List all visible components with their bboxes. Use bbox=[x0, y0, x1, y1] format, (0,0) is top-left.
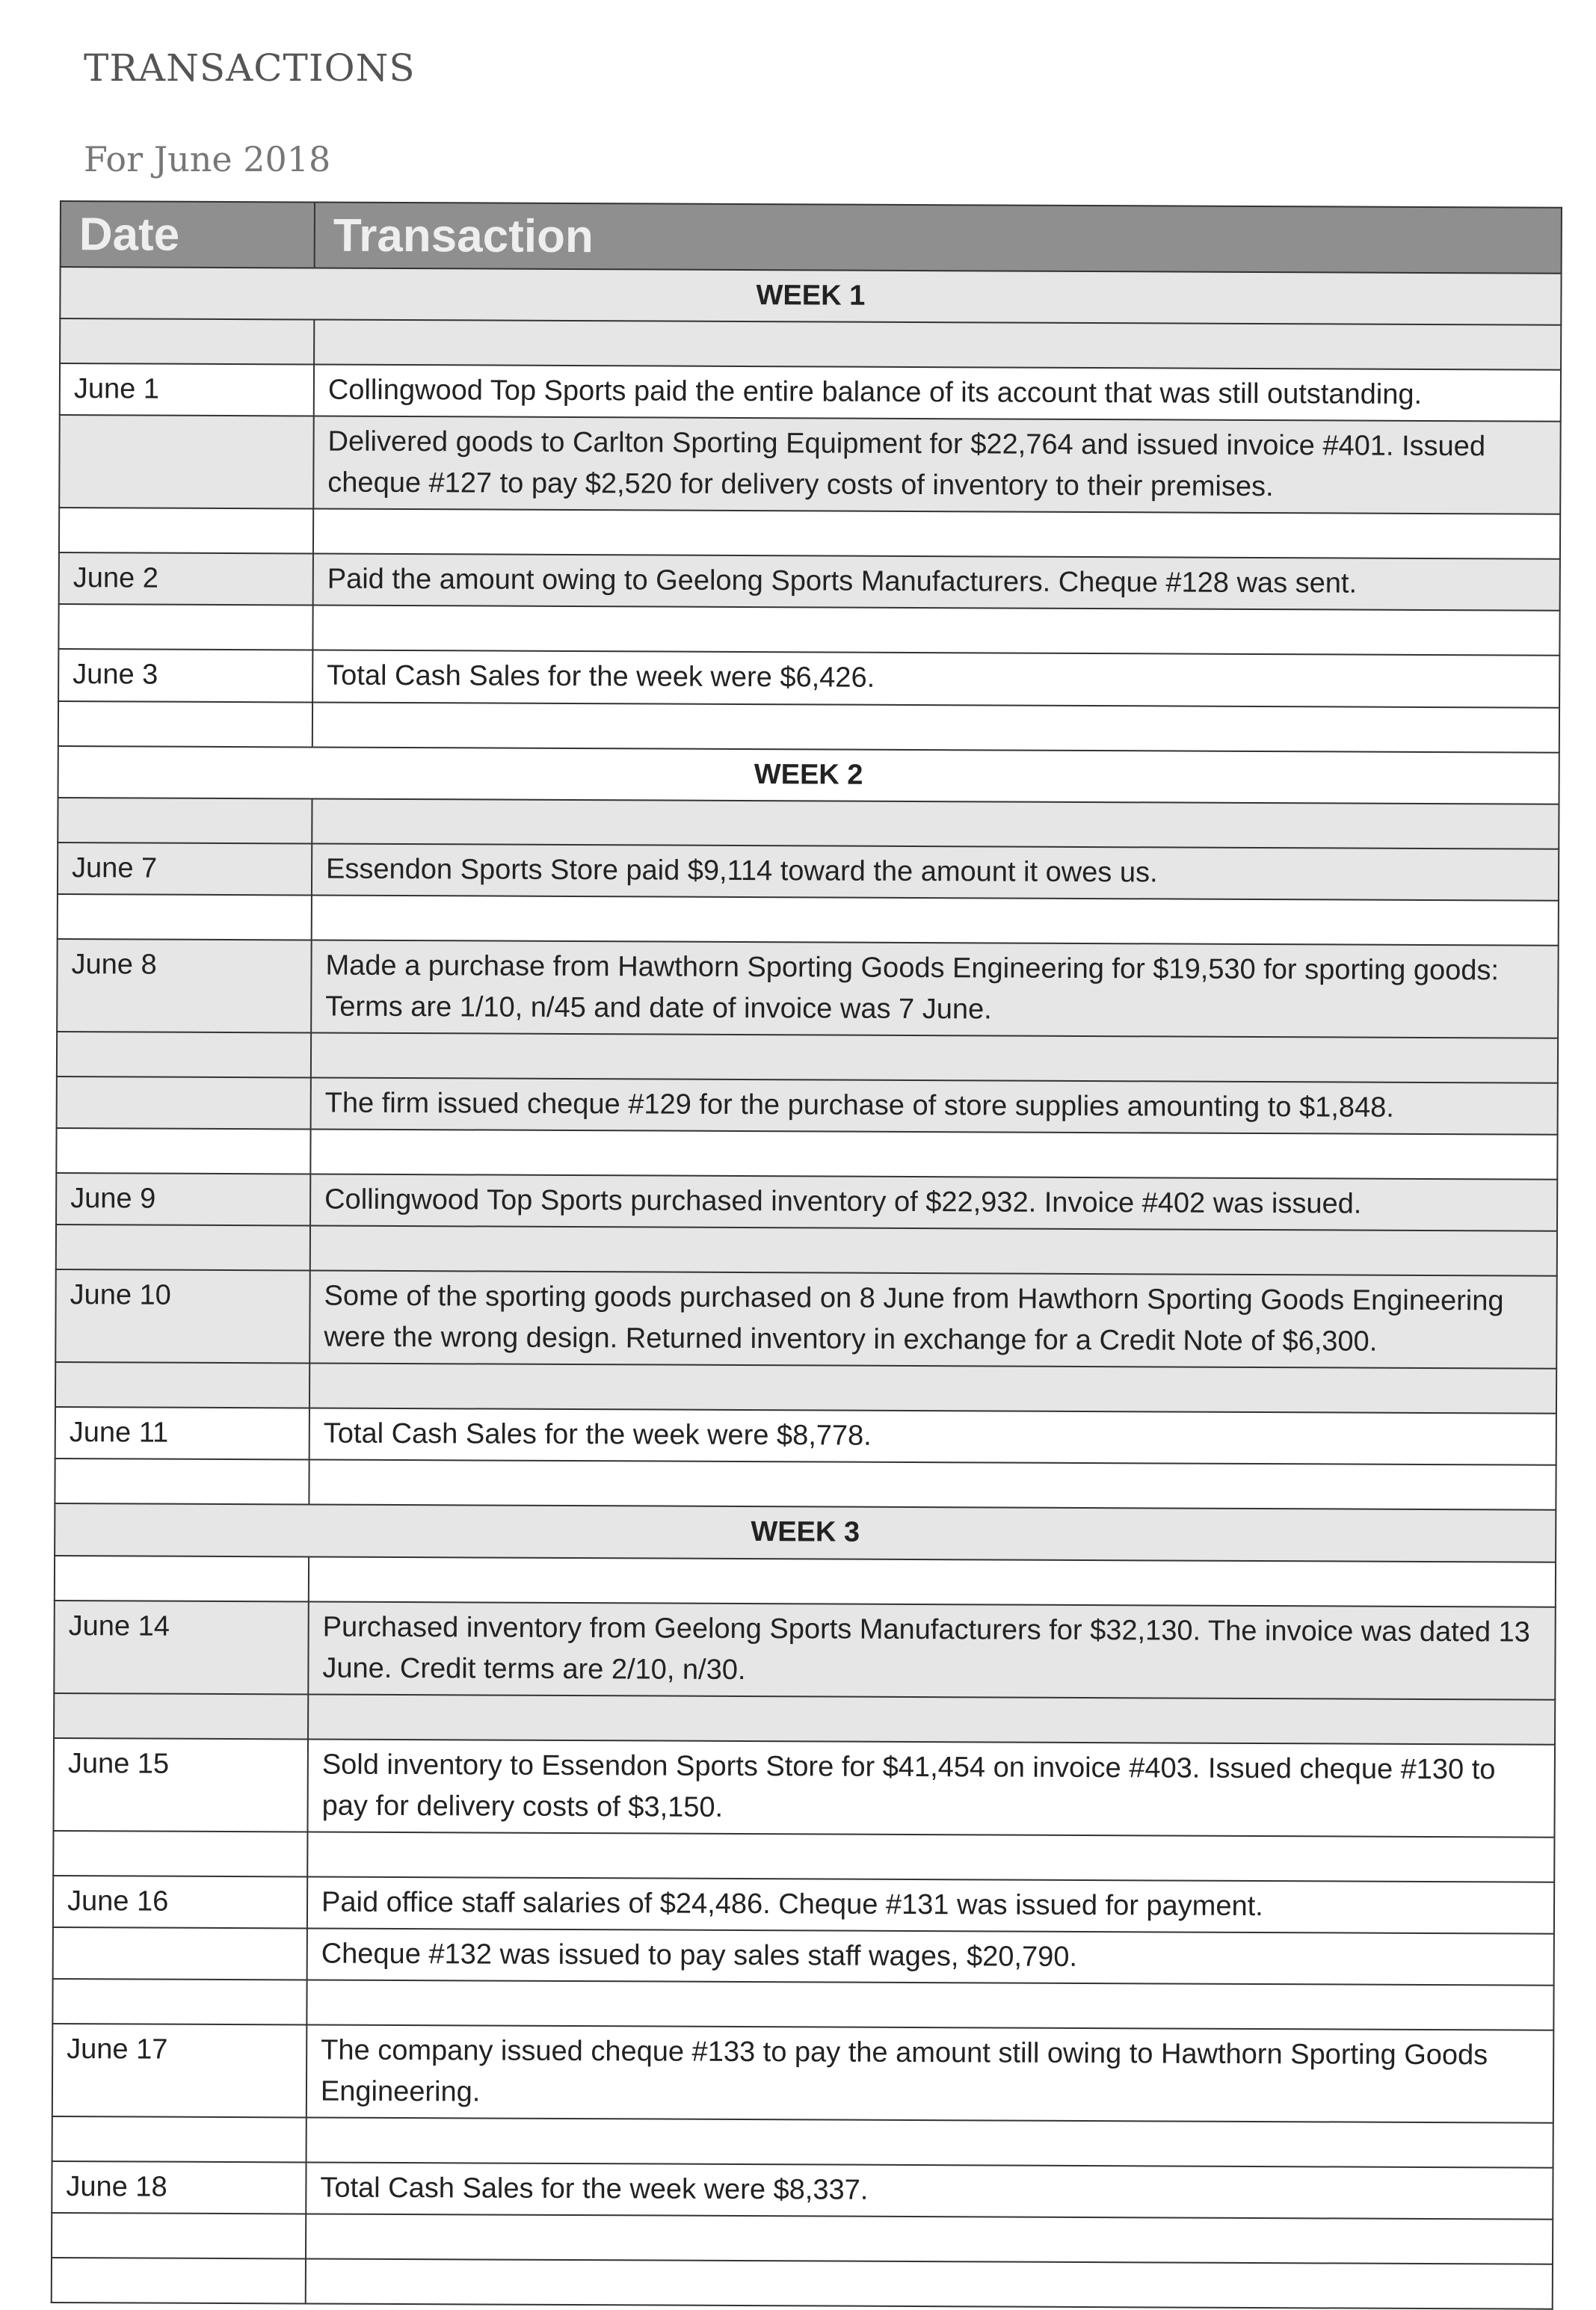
transactions-table bbox=[51, 200, 1562, 2310]
transaction-cell bbox=[313, 509, 1560, 559]
blank-row bbox=[55, 1459, 1556, 1510]
table-row bbox=[59, 415, 1561, 514]
blank-row bbox=[53, 1831, 1554, 1882]
blank-row bbox=[56, 1225, 1557, 1276]
table-body bbox=[52, 267, 1562, 2309]
transaction-cell bbox=[314, 320, 1561, 370]
date-cell bbox=[54, 1693, 308, 1739]
blank-row bbox=[58, 798, 1559, 849]
page-subtitle: For June 2018 bbox=[84, 139, 331, 179]
date-cell bbox=[52, 2213, 306, 2258]
transaction-cell bbox=[306, 2118, 1553, 2168]
table-header-row bbox=[61, 201, 1562, 274]
week-heading-row bbox=[55, 1503, 1556, 1562]
date-cell: June 2 bbox=[59, 552, 313, 606]
date-cell: June 14 bbox=[54, 1600, 309, 1694]
week-heading-row bbox=[60, 267, 1561, 325]
date-cell: June 11 bbox=[55, 1407, 309, 1460]
transaction-cell bbox=[306, 2259, 1553, 2309]
date-cell bbox=[53, 1927, 307, 1980]
table-row bbox=[53, 1927, 1554, 1986]
date-cell: June 15 bbox=[53, 1738, 308, 1832]
transaction-cell bbox=[311, 1032, 1558, 1082]
page-title: TRANSACTIONS bbox=[84, 46, 416, 90]
date-cell bbox=[55, 1459, 309, 1504]
table-row bbox=[60, 363, 1561, 422]
transaction-cell: Made a purchase from Hawthorn Sporting Goods Engineering for $19,530 for sporting goods: Terms are 1/10, n/45 and date of invoice was 7 June. bbox=[311, 940, 1559, 1038]
date-cell bbox=[52, 2258, 306, 2303]
table-row bbox=[58, 843, 1559, 901]
date-cell bbox=[57, 1032, 311, 1077]
date-cell: June 17 bbox=[52, 2024, 307, 2118]
date-cell bbox=[56, 1128, 310, 1174]
transaction-cell bbox=[309, 1364, 1556, 1414]
transaction-cell: Total Cash Sales for the week were $8,337. bbox=[306, 2163, 1553, 2220]
date-cell: June 16 bbox=[53, 1876, 307, 1929]
date-cell: June 7 bbox=[58, 843, 312, 896]
table-row bbox=[56, 1173, 1557, 1231]
date-column-header: Date bbox=[61, 201, 315, 268]
blank-row bbox=[58, 894, 1559, 946]
table-row bbox=[59, 552, 1560, 611]
table-row bbox=[57, 939, 1559, 1038]
transaction-cell: The firm issued cheque #129 for the purchase of store supplies amounting to $1,848. bbox=[311, 1077, 1558, 1134]
table-row bbox=[55, 1407, 1556, 1465]
date-cell bbox=[60, 318, 314, 364]
blank-row bbox=[60, 318, 1561, 370]
week-label: WEEK 2 bbox=[58, 746, 1559, 804]
blank-row bbox=[54, 1693, 1555, 1745]
transaction-cell: Paid the amount owing to Geelong Sports Manufacturers. Cheque #128 was sent. bbox=[313, 554, 1560, 611]
blank-row bbox=[55, 1555, 1556, 1607]
transaction-cell: Total Cash Sales for the week were $6,426. bbox=[312, 650, 1559, 707]
transaction-cell bbox=[309, 1556, 1556, 1607]
blank-row bbox=[55, 1362, 1556, 1414]
table-row bbox=[53, 1876, 1554, 1934]
table-row bbox=[52, 2161, 1553, 2220]
blank-row bbox=[59, 508, 1560, 559]
table-row bbox=[54, 1600, 1556, 1699]
blank-row bbox=[57, 1032, 1558, 1083]
table-row bbox=[57, 1077, 1558, 1135]
transaction-cell: Some of the sporting goods purchased on 8 June from Hawthorn Sporting Goods Engineering were the wrong design. Returned inventory in exchange for a Credit Note of $6,300. bbox=[309, 1271, 1557, 1369]
transaction-cell: Collingwood Top Sports paid the entire balance of its account that was still outstanding. bbox=[314, 365, 1561, 422]
transaction-cell bbox=[306, 2214, 1553, 2264]
transaction-cell: Collingwood Top Sports purchased inventory of $22,932. Invoice #402 was issued. bbox=[310, 1174, 1557, 1231]
transaction-cell bbox=[308, 1694, 1555, 1744]
table-row bbox=[58, 649, 1559, 707]
blank-row bbox=[52, 2116, 1553, 2168]
date-cell bbox=[57, 1077, 311, 1130]
date-cell: June 9 bbox=[56, 1173, 310, 1226]
transaction-cell bbox=[310, 1226, 1557, 1276]
week-heading-row bbox=[58, 746, 1559, 804]
transaction-cell: The company issued cheque #133 to pay the amount still owing to Hawthorn Sporting Goods Engineering. bbox=[306, 2025, 1554, 2123]
transaction-cell: Paid office staff salaries of $24,486. Cheque #131 was issued for payment. bbox=[307, 1876, 1554, 1933]
transaction-cell: Essendon Sports Store paid $9,114 toward the amount it owes us. bbox=[312, 843, 1559, 900]
transaction-cell bbox=[312, 798, 1559, 848]
date-cell: June 1 bbox=[60, 363, 314, 416]
transaction-cell bbox=[306, 1980, 1553, 2030]
transaction-cell bbox=[312, 895, 1559, 945]
date-cell bbox=[53, 1831, 307, 1876]
date-cell bbox=[58, 894, 312, 940]
date-cell bbox=[58, 701, 312, 747]
transaction-cell bbox=[309, 1460, 1556, 1510]
transaction-cell bbox=[312, 606, 1559, 656]
date-cell bbox=[55, 1362, 309, 1408]
date-cell bbox=[58, 798, 312, 843]
date-cell bbox=[52, 2116, 306, 2162]
blank-row bbox=[56, 1128, 1557, 1180]
date-cell bbox=[59, 415, 314, 509]
date-cell bbox=[58, 604, 312, 650]
blank-row bbox=[52, 2258, 1553, 2309]
blank-row bbox=[58, 604, 1559, 656]
blank-row bbox=[52, 2213, 1553, 2264]
transaction-cell: Total Cash Sales for the week were $8,778. bbox=[309, 1408, 1556, 1465]
table-row bbox=[52, 2024, 1554, 2123]
transaction-cell bbox=[307, 1832, 1554, 1882]
blank-row bbox=[58, 701, 1559, 753]
transaction-column-header: Transaction bbox=[315, 202, 1562, 273]
transaction-cell: Cheque #132 was issued to pay sales staff wages, $20,790. bbox=[307, 1928, 1554, 1985]
date-cell bbox=[52, 1979, 306, 2024]
date-cell: June 18 bbox=[52, 2161, 306, 2214]
date-cell: June 3 bbox=[58, 649, 312, 702]
transaction-cell bbox=[312, 702, 1559, 752]
date-cell: June 10 bbox=[55, 1269, 310, 1364]
transaction-cell: Sold inventory to Essendon Sports Store for $41,454 on invoice #403. Issued cheque #130 to pay for delivery costs of $3,150. bbox=[307, 1739, 1555, 1837]
transaction-cell bbox=[310, 1130, 1557, 1180]
date-cell bbox=[55, 1555, 309, 1601]
blank-row bbox=[52, 1979, 1553, 2030]
table-row bbox=[55, 1269, 1557, 1369]
date-cell bbox=[56, 1225, 310, 1270]
date-cell bbox=[59, 508, 313, 553]
table-row bbox=[53, 1738, 1555, 1838]
week-label: WEEK 1 bbox=[60, 267, 1561, 325]
transaction-cell: Purchased inventory from Geelong Sports Manufacturers for $32,130. The invoice was dated 13 June. Credit terms are 2/10, n/30. bbox=[308, 1601, 1556, 1699]
transaction-cell: Delivered goods to Carlton Sporting Equipment for $22,764 and issued invoice #401. Issued cheque #127 to pay $2,520 for delivery costs of inventory to their premises. bbox=[313, 416, 1561, 514]
date-cell: June 8 bbox=[57, 939, 312, 1033]
week-label: WEEK 3 bbox=[55, 1503, 1556, 1562]
